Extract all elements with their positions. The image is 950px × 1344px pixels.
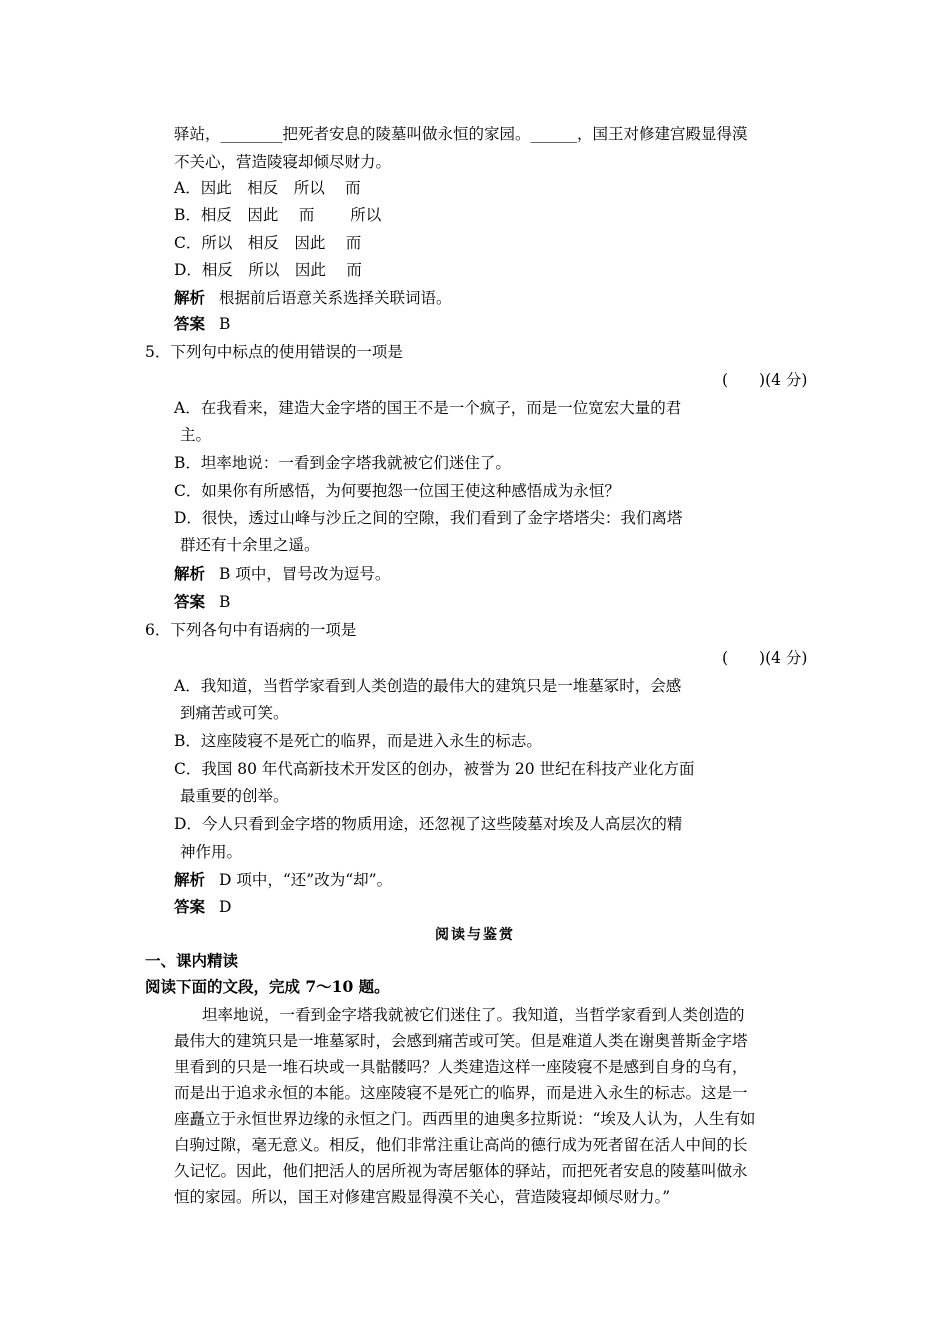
q6-option-a-line-2: 到痛苦或可笑。 bbox=[180, 704, 289, 722]
q6-option-b: B．这座陵寝不是死亡的临界，而是进入永生的标志。 bbox=[174, 732, 542, 750]
q4-text-line-1: 驿站，________把死者安息的陵墓叫做永恒的家园。______，国王对修建宫殿显得漠 bbox=[174, 125, 748, 143]
passage-line-2: 最伟大的建筑只是一堆墓冢时，会感到痛苦或可笑。但是难道人类在谢奥普斯金字塔 bbox=[174, 1032, 748, 1050]
q5-score: ( )(4 分) bbox=[722, 371, 808, 389]
analysis-text: 根据前后语意关系选择关联词语。 bbox=[219, 289, 452, 307]
analysis-text: D 项中，“还”改为“却”。 bbox=[219, 871, 393, 889]
answer-text: B bbox=[219, 593, 231, 611]
q6-option-d-line-1: D．今人只看到金字塔的物质用途，还忽视了这些陵墓对埃及人高层次的精 bbox=[174, 815, 683, 833]
section-title: 阅读与鉴赏 bbox=[435, 927, 515, 943]
passage-line-3: 里看到的只是一堆石块或一具骷髅吗？人类建造这样一座陵寝不是感到自身的乌有， bbox=[174, 1058, 748, 1076]
answer-text: B bbox=[219, 315, 231, 333]
q6-option-c-line-1: C．我国 80 年代高新技术开发区的创办，被誉为 20 世纪在科技产业化方面 bbox=[174, 760, 695, 778]
q5-option-d-line-1: D．很快，透过山峰与沙丘之间的空隙，我们看到了金字塔塔尖：我们离塔 bbox=[174, 509, 683, 527]
q4-analysis bbox=[174, 288, 452, 308]
passage-line-6: 白驹过隙，毫无意义。相反，他们非常注重让高尚的德行成为死者留在活人中间的长 bbox=[174, 1136, 748, 1154]
analysis-label: 解析 bbox=[174, 564, 206, 583]
q5-option-b: B．坦率地说：一看到金字塔我就被它们迷住了。 bbox=[174, 454, 511, 472]
q5-analysis bbox=[174, 564, 390, 584]
passage-line-4: 而是出于追求永恒的本能。这座陵寝不是死亡的临界，而是进入永生的标志。这是一 bbox=[174, 1084, 748, 1102]
q5-option-a-line-2: 主。 bbox=[180, 426, 212, 444]
analysis-text: B 项中，冒号改为逗号。 bbox=[219, 565, 391, 583]
answer-text: D bbox=[219, 898, 232, 916]
q6-option-c-line-2: 最重要的创举。 bbox=[180, 787, 289, 805]
reading-instruction: 阅读下面的文段，完成 7～10 题。 bbox=[145, 977, 390, 996]
answer-label: 答案 bbox=[174, 592, 206, 611]
q4-option-c: C．所以 相反 因此 而 bbox=[174, 234, 362, 252]
q5-answer bbox=[174, 592, 230, 612]
passage-line-7: 久记忆。因此，他们把活人的居所视为寄居躯体的驿站，而把死者安息的陵墓叫做永 bbox=[174, 1162, 748, 1180]
analysis-label: 解析 bbox=[174, 288, 206, 307]
analysis-label: 解析 bbox=[174, 870, 206, 889]
q6-answer bbox=[174, 897, 231, 917]
part-heading: 一、课内精读 bbox=[145, 951, 239, 970]
q4-option-d: D．相反 所以 因此 而 bbox=[174, 261, 362, 279]
q5-option-a-line-1: A．在我看来，建造大金字塔的国王不是一个疯子，而是一位宽宏大量的君 bbox=[174, 399, 682, 417]
q6-analysis bbox=[174, 870, 392, 890]
q5-option-d-line-2: 群还有十余里之遥。 bbox=[180, 536, 320, 554]
q4-option-a: A．因此 相反 所以 而 bbox=[174, 179, 361, 197]
q4-option-b: B．相反 因此 而 所以 bbox=[174, 206, 382, 224]
passage-line-8: 恒的家园。所以，国王对修建宫殿显得漠不关心，营造陵寝却倾尽财力。” bbox=[174, 1188, 671, 1206]
answer-label: 答案 bbox=[174, 314, 206, 333]
passage-line-1: 坦率地说，一看到金字塔我就被它们迷住了。我知道，当哲学家看到人类创造的 bbox=[202, 1006, 745, 1024]
passage-line-5: 座矗立于永恒世界边缘的永恒之门。西西里的迪奥多拉斯说：“埃及人认为，人生有如 bbox=[174, 1110, 756, 1128]
q6-option-d-line-2: 神作用。 bbox=[180, 843, 243, 861]
q4-text-line-2: 不关心，营造陵寝却倾尽财力。 bbox=[174, 153, 392, 171]
answer-label: 答案 bbox=[174, 897, 206, 916]
q6-option-a-line-1: A．我知道，当哲学家看到人类创造的最伟大的建筑只是一堆墓冢时，会感 bbox=[174, 677, 682, 695]
q6-score: ( )(4 分) bbox=[722, 649, 808, 667]
q4-answer bbox=[174, 314, 230, 334]
q6-stem: 6．下列各句中有语病的一项是 bbox=[145, 621, 357, 639]
q5-stem: 5．下列句中标点的使用错误的一项是 bbox=[145, 343, 403, 361]
q5-option-c: C．如果你有所感悟，为何要抱怨一位国王使这种感悟成为永恒？ bbox=[174, 482, 620, 500]
